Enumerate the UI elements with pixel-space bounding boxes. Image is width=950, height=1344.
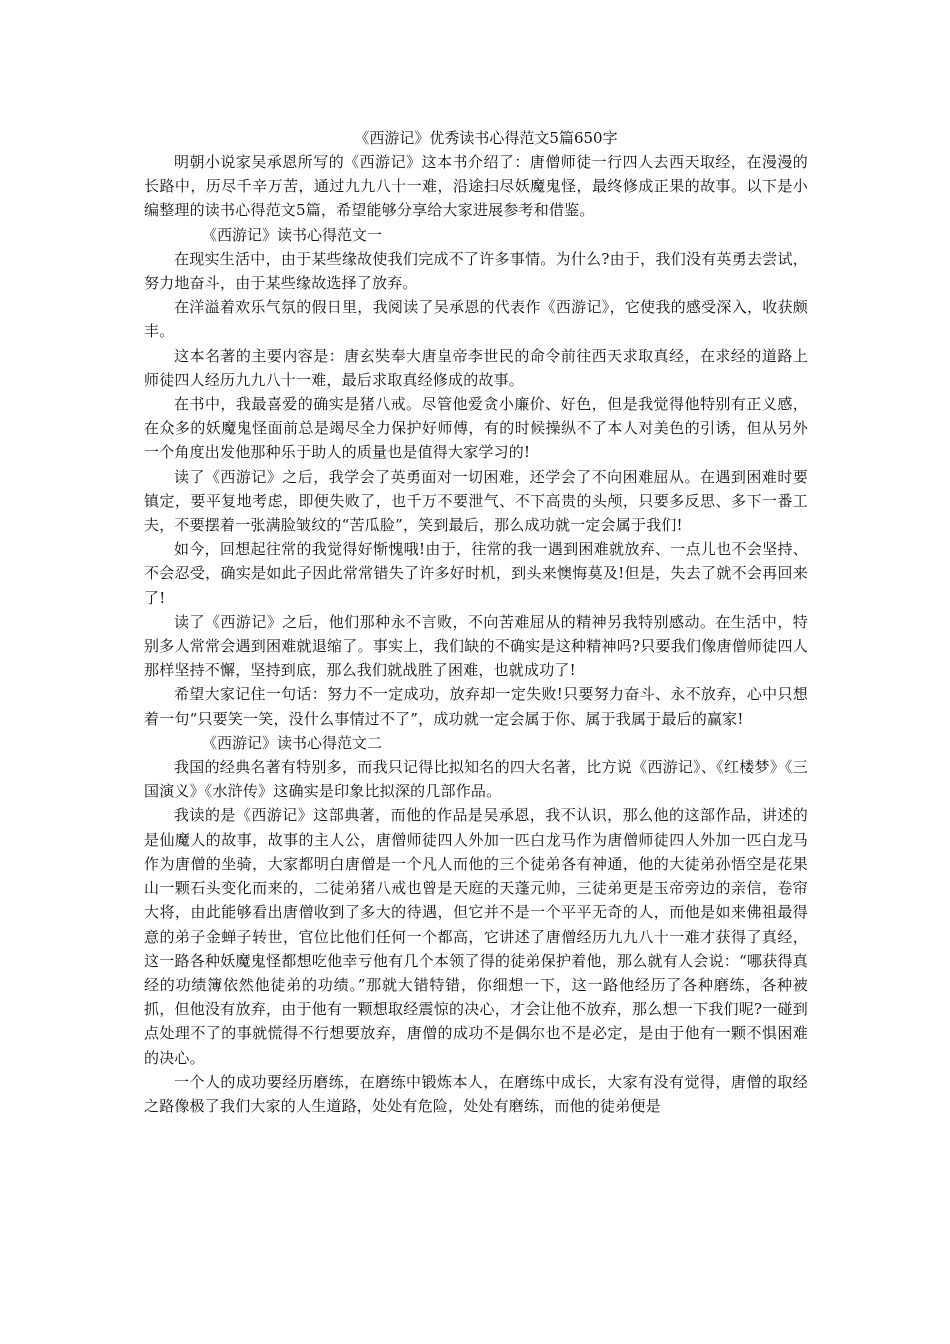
section-two-paragraph: 一个人的成功要经历磨练，在磨练中锻炼本人，在磨练中成长，大家有没有觉得，唐僧的取经之路像极了我们大家的人生道路，处处有危险，处处有磨练，而他的徒弟便是 [144, 1072, 808, 1115]
section-one-paragraph: 在书中，我最喜爱的确实是猪八戒。尽管他爱贪小廉价、好色，但是我觉得他特别有正义感，在众多的妖魔鬼怪面前总是竭尽全力保护好师傅，有的时候操纵不了本人对美色的引诱，但从另外一个角度出发他那种乐于助人的质量也是值得大家学习的! [144, 395, 808, 462]
intro-paragraph: 明朝小说家吴承恩所写的《西游记》这本书介绍了：唐僧师徒一行四人去西天取经，在漫漫的长路中，历尽千辛万苦，通过九九八十一难，沿途扫尽妖魔鬼怪，最终修成正果的故事。以下是小编整理的读书心得范文5篇，希望能够分享给大家进展参考和借鉴。 [144, 153, 808, 220]
section-two-paragraph: 我读的是《西游记》这部典著，而他的作品是吴承恩，我不认识，那么他的这部作品，讲述的是仙魔人的故事，故事的主人公，唐僧师徒四人外加一匹白龙马作为唐僧师徒四人外加一匹白龙马作为唐僧的坐骑，大家都明白唐僧是一个凡人而他的三个徒弟各有神通，他的大徒弟孙悟空是花果山一颗石头变化而来的，二徒弟猪八戒也曾是天庭的天蓬元帅，三徒弟更是玉帝旁边的亲信，卷帘大将，由此能够看出唐僧收到了多大的待遇，但它并不是一个平平无奇的人，而他是如来佛祖最得意的弟子金蝉子转世，官位比他们任何一个都高，它讲述了唐僧经历九九八十一难才获得了真经，这一路各种妖魔鬼怪都想吃他幸亏他有几个本领了得的徒弟保护着他，那么就有人会说：“哪获得真经的功绩簿依然他徒弟的功绩。”那就大错特错，你细想一下，这一路他经历了各种磨练，各种被抓，但他没有放弃，由于他有一颗想取经震惊的决心，才会让他不放弃，那么想一下我们呢?一碰到点处理不了的事就慌得不行想要放弃，唐僧的成功不是偶尔也不是必定，是由于他有一颗不惧困难的决心。 [144, 806, 808, 1067]
section-one-paragraph: 这本名著的主要内容是：唐玄奘奉大唐皇帝李世民的命令前往西天求取真经，在求经的道路上师徒四人经历九九八十一难，最后求取真经修成的故事。 [144, 346, 808, 389]
document-page [144, 126, 808, 1118]
section-one-paragraph: 如今，回想起往常的我觉得好惭愧哦!由于，往常的我一遇到困难就放弃、一点儿也不会坚持、不会忍受，确实是如此子因此常常错失了许多好时机，到头来懊悔莫及!但是，失去了就不会再回来了! [144, 540, 808, 607]
section-one-paragraph: 读了《西游记》之后，我学会了英勇面对一切困难，还学会了不向困难屈从。在遇到困难时要镇定，要平复地考虑，即便失败了，也千万不要泄气、不下高贵的头颅，只要多反思、多下一番工夫，不要摆着一张满脸皱纹的“苦瓜脸”，笑到最后，那么成功就一定会属于我们! [144, 467, 808, 535]
section-one-heading: 《西游记》读书心得范文一 [202, 225, 383, 244]
section-two-paragraph: 我国的经典名著有特别多，而我只记得比拟知名的四大名著，比方说《西游记》、《红楼梦》《三国演义》《水浒传》这确实是印象比拟深的几部作品。 [144, 758, 808, 801]
document-title: 《西游记》优秀读书心得范文5篇650字 [354, 129, 618, 147]
section-two-heading: 《西游记》读书心得范文二 [202, 733, 383, 752]
section-one-paragraph: 读了《西游记》之后，他们那种永不言败，不向苦难屈从的精神另我特别感动。在生活中，特别多人常常会遇到困难就退缩了。事实上，我们缺的不确实是这种精神吗?只要我们像唐僧师徒四人那样坚持不懈，坚持到底，那么我们就战胜了困难，也就成功了! [144, 612, 808, 680]
section-one-paragraph: 在现实生活中，由于某些缘故使我们完成不了许多事情。为什么?由于，我们没有英勇去尝试，努力地奋斗，由于某些缘故选择了放弃。 [144, 249, 808, 293]
section-one-paragraph: 希望大家记住一句话：努力不一定成功，放弃却一定失败!只要努力奋斗、永不放弃，心中只想着一句“只要笑一笑，没什么事情过不了”，成功就一定会属于你、属于我属于最后的赢家! [144, 685, 808, 728]
section-one-paragraph: 在洋溢着欢乐气氛的假日里，我阅读了吴承恩的代表作《西游记》，它使我的感受深入，收获颇丰。 [144, 298, 808, 341]
